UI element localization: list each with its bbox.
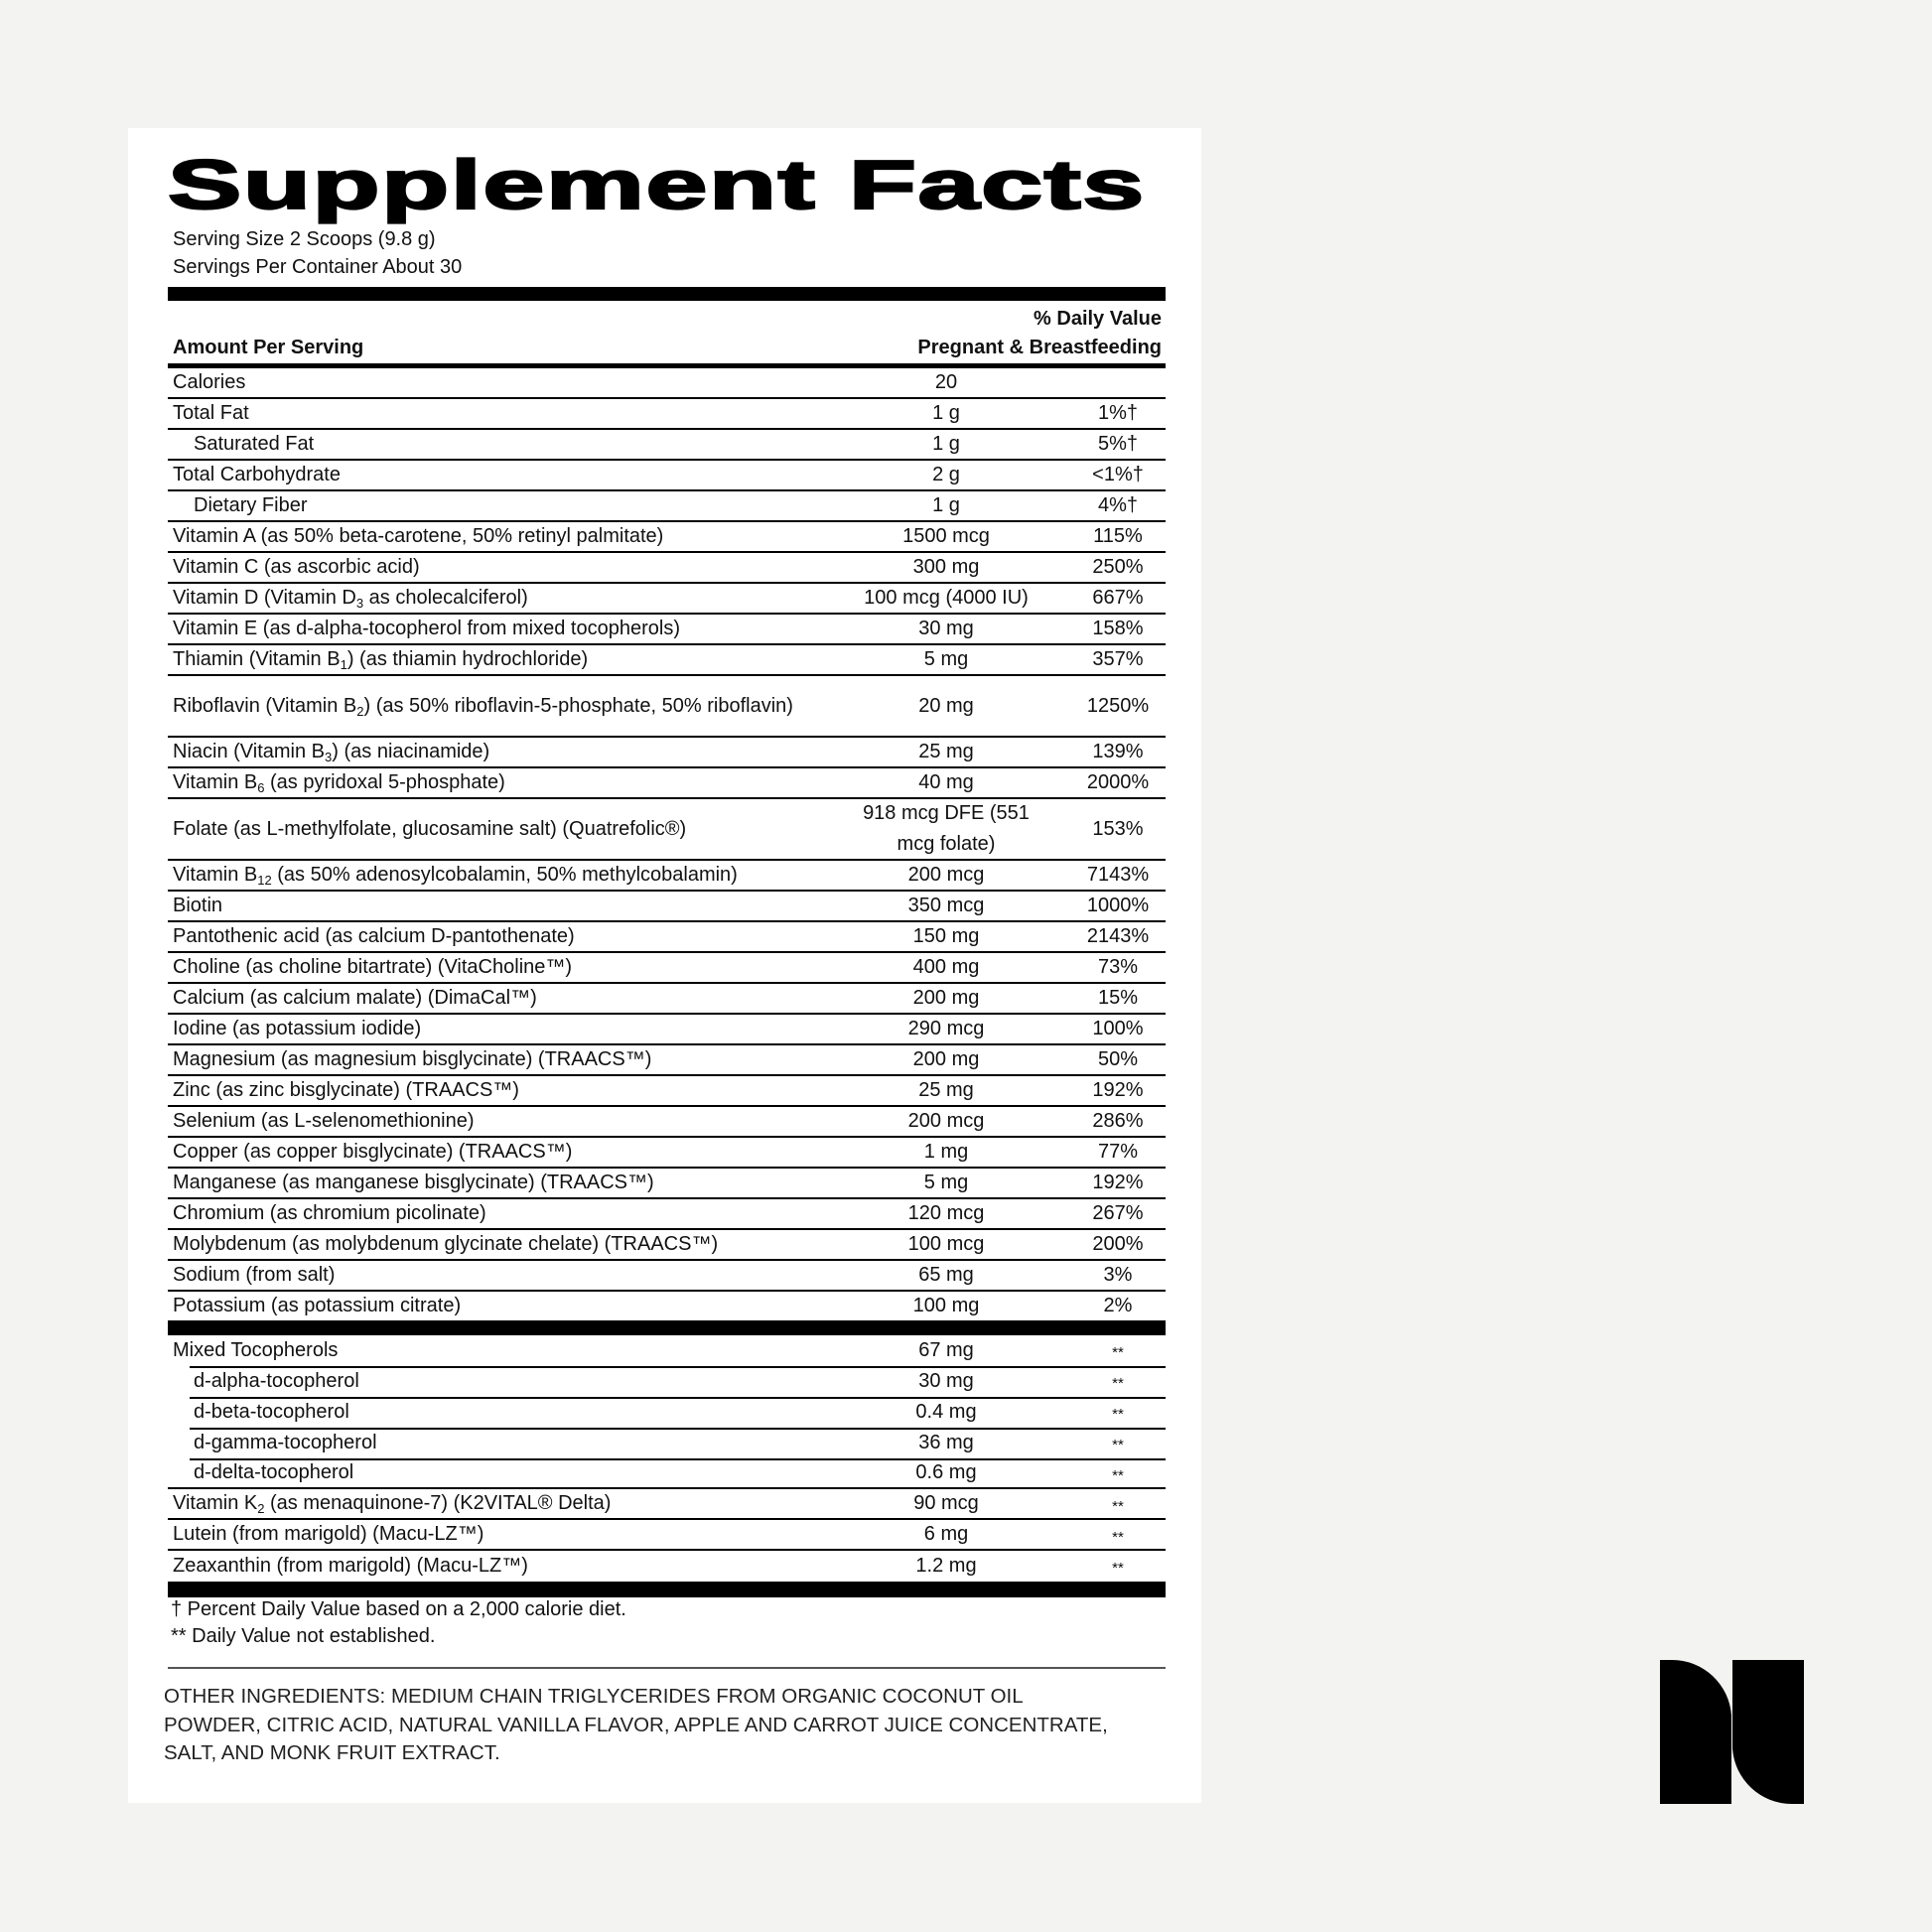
thick-divider [168, 1320, 1166, 1335]
nutrient-name [173, 984, 828, 1013]
nutrient-label: Selenium (as L-selenomethionine) [173, 1110, 475, 1132]
daily-value: 667% [1092, 587, 1144, 609]
table-row [168, 1366, 1166, 1397]
table-row [168, 1292, 1166, 1322]
amount: 200 mg [912, 987, 980, 1009]
table-row [168, 1199, 1166, 1230]
nutrient-name [173, 1076, 828, 1105]
daily-value: ** [1112, 1498, 1124, 1515]
daily-value: 200% [1092, 1233, 1144, 1255]
nutrient-name [173, 1520, 828, 1549]
daily-value: ** [1112, 1560, 1124, 1577]
page-title: Supplement Facts [168, 146, 1146, 223]
nutrient-name [173, 461, 828, 489]
nutrient-name [194, 1428, 849, 1458]
daily-value: 15% [1097, 987, 1139, 1009]
daily-value: ** [1112, 1375, 1124, 1392]
nutrient-label: Niacin (Vitamin B [173, 741, 326, 762]
table-row [168, 1458, 1166, 1489]
nutrient-name [173, 1230, 828, 1259]
table-row [168, 1230, 1166, 1261]
daily-value: 250% [1092, 556, 1144, 578]
table-row [168, 768, 1166, 799]
table-row [168, 1489, 1166, 1520]
amount: 30 mg [918, 1370, 974, 1392]
daily-value: 115% [1093, 525, 1143, 547]
nutrient-label: Riboflavin (Vitamin B [173, 694, 357, 717]
subscript: 3 [325, 750, 333, 764]
amount: 1 g [932, 433, 960, 455]
nutrient-label: Vitamin C (as ascorbic acid) [173, 556, 420, 578]
nutrient-label: d-gamma-tocopherol [194, 1432, 377, 1453]
nutrient-name [173, 1335, 828, 1366]
amount: 100 mcg [907, 1233, 985, 1255]
nutrient-label: Vitamin E (as d-alpha-tocopherol from mixed tocopherols) [173, 618, 680, 639]
nutrient-name [173, 1199, 828, 1228]
amount: 5 mg [923, 1172, 969, 1193]
nutrient-label: Mixed Tocopherols [173, 1339, 339, 1361]
nutrient-name [173, 368, 828, 397]
other-ingredients-table [168, 1335, 1166, 1582]
daily-value: 267% [1092, 1202, 1144, 1224]
table-row [168, 892, 1166, 922]
daily-value: 1000% [1086, 895, 1150, 916]
daily-value: 5%† [1097, 433, 1139, 455]
daily-value: 192% [1092, 1079, 1144, 1101]
daily-value: 3% [1103, 1264, 1133, 1286]
serving-size: Serving Size 2 Scoops (9.8 g) [173, 228, 436, 250]
nutrient-name [173, 615, 828, 643]
nutrient-name [173, 861, 828, 890]
nutrient-label-rest: (as menaquinone-7) (K2VITAL® Delta) [264, 1492, 612, 1514]
nutrient-name [194, 491, 849, 520]
nutrient-label: Manganese (as manganese bisglycinate) (TRAACS™) [173, 1172, 654, 1193]
table-row [168, 522, 1166, 553]
brand-n-logo-icon [1660, 1660, 1804, 1804]
nutrient-label-rest: ) (as niacinamide) [332, 741, 490, 762]
nutrient-name [173, 1015, 828, 1043]
table-row [168, 491, 1166, 522]
nutrient-label: Copper (as copper bisglycinate) (TRAACS™) [173, 1141, 573, 1163]
servings-per-container: Servings Per Container About 30 [173, 256, 463, 278]
daily-value: 1250% [1086, 694, 1150, 717]
nutrient-label: Vitamin A (as 50% beta-carotene, 50% retinyl palmitate) [173, 525, 664, 547]
amount: 0.6 mg [915, 1461, 977, 1483]
amount: 6 mg [923, 1523, 969, 1545]
table-row [168, 1138, 1166, 1169]
subscript: 12 [257, 873, 272, 888]
nutrient-label: Vitamin K [173, 1492, 258, 1514]
nutrient-name [173, 1292, 828, 1320]
amount: 36 mg [918, 1432, 974, 1453]
subscript: 2 [257, 1501, 265, 1516]
amount: 67 mg [918, 1339, 974, 1361]
nutrient-label: Zinc (as zinc bisglycinate) (TRAACS™) [173, 1079, 519, 1101]
table-row [168, 615, 1166, 645]
amount: 25 mg [918, 1079, 974, 1101]
daily-value: ** [1112, 1437, 1124, 1453]
table-row [168, 645, 1166, 676]
daily-value: 7143% [1086, 864, 1150, 886]
nutrient-name [173, 738, 828, 766]
table-row [168, 953, 1166, 984]
nutrient-label: Lutein (from marigold) (Macu-LZ™) [173, 1523, 484, 1545]
nutrient-name [173, 553, 828, 582]
nutrient-label-rest: (as 50% adenosylcobalamin, 50% methylcobalamin) [271, 864, 738, 886]
daily-value: 153% [1092, 817, 1144, 840]
nutrient-name [173, 922, 828, 951]
table-row [168, 1076, 1166, 1107]
nutrient-label: d-delta-tocopherol [194, 1461, 354, 1483]
nutrient-name [194, 1366, 849, 1397]
table-row [168, 553, 1166, 584]
amount: 25 mg [918, 741, 974, 762]
nutrient-label: Total Carbohydrate [173, 464, 341, 485]
table-row [168, 984, 1166, 1015]
amount: 1 g [932, 494, 960, 516]
amount: 918 mcg DFE (551 mcg folate) [863, 802, 1030, 855]
nutrient-label: Magnesium (as magnesium bisglycinate) (TRAACS™) [173, 1048, 652, 1070]
table-row [168, 1261, 1166, 1292]
amount: 290 mcg [907, 1018, 985, 1039]
other-ingredients-text: MEDIUM CHAIN TRIGLYCERIDES FROM ORGANIC COCONUT OIL POWDER, CITRIC ACID, NATURAL VANILLA FLAVOR, APPLE AND CARROT JUICE CONCENTRATE, SALT, AND MONK FRUIT EXTRACT. [164, 1685, 1108, 1764]
nutrient-name [173, 1261, 828, 1290]
daily-value: ** [1112, 1406, 1124, 1423]
table-row [168, 676, 1166, 738]
table-row [168, 861, 1166, 892]
daily-value: 4%† [1097, 494, 1139, 516]
daily-value-header: % Daily Value [1034, 308, 1162, 330]
nutrient-label: Molybdenum (as molybdenum glycinate chelate) (TRAACS™) [173, 1233, 719, 1255]
table-row [168, 584, 1166, 615]
thick-divider [168, 1582, 1166, 1597]
nutrient-label-rest: as cholecalciferol) [363, 587, 528, 609]
subscript: 1 [340, 657, 347, 672]
amount: 20 [934, 371, 958, 393]
daily-value: 139% [1092, 741, 1144, 762]
amount: 20 mg [918, 694, 974, 717]
nutrient-label: Pantothenic acid (as calcium D-pantothenate) [173, 925, 575, 947]
nutrient-name [173, 676, 798, 736]
table-row [168, 1397, 1166, 1428]
daily-value [1048, 368, 1187, 397]
nutrient-label: Sodium (from salt) [173, 1264, 336, 1286]
nutrient-name [173, 1169, 828, 1197]
nutrient-label: Dietary Fiber [194, 494, 308, 516]
nutrient-name [173, 522, 828, 551]
nutrient-name [173, 1489, 828, 1518]
amount: 30 mg [918, 618, 974, 639]
nutrient-label: Saturated Fat [194, 433, 315, 455]
daily-value: ** [1112, 1529, 1124, 1546]
nutrient-name [194, 1397, 849, 1428]
nutrient-name [173, 399, 828, 428]
amount: 200 mcg [907, 864, 985, 886]
nutrient-label: Biotin [173, 895, 223, 916]
table-row [168, 1169, 1166, 1199]
footnote-not-established: ** Daily Value not established. [171, 1625, 436, 1647]
table-row [168, 368, 1166, 399]
nutrient-label: Zeaxanthin (from marigold) (Macu-LZ™) [173, 1555, 528, 1577]
nutrient-label: Vitamin D (Vitamin D [173, 587, 356, 609]
table-row [168, 1015, 1166, 1045]
daily-value: ** [1112, 1344, 1124, 1361]
amount: 300 mg [912, 556, 980, 578]
amount: 150 mg [912, 925, 980, 947]
nutrient-name [173, 1551, 828, 1582]
daily-value: <1%† [1092, 464, 1144, 485]
population-header: Pregnant & Breastfeeding [917, 337, 1162, 358]
daily-value: 73% [1097, 956, 1139, 978]
amount: 2 g [932, 464, 960, 485]
nutrient-label: Total Fat [173, 402, 249, 424]
table-row [168, 922, 1166, 953]
daily-value: 1%† [1097, 402, 1139, 424]
daily-value: ** [1112, 1467, 1124, 1484]
table-row [168, 1045, 1166, 1076]
daily-value: 100% [1092, 1018, 1144, 1039]
nutrient-label: Calcium (as calcium malate) (DimaCal™) [173, 987, 537, 1009]
amount: 120 mcg [907, 1202, 985, 1224]
nutrient-name [173, 953, 828, 982]
table-row [168, 1107, 1166, 1138]
amount: 1.2 mg [915, 1555, 977, 1577]
nutrient-name [194, 430, 849, 459]
amount: 1 g [932, 402, 960, 424]
other-ingredients [164, 1683, 1117, 1768]
amount: 100 mg [912, 1295, 980, 1316]
amount: 200 mcg [907, 1110, 985, 1132]
table-row [168, 1428, 1166, 1458]
daily-value: 158% [1092, 618, 1144, 639]
amount: 90 mcg [913, 1492, 979, 1514]
table-row [168, 430, 1166, 461]
subscript: 3 [355, 596, 364, 611]
table-row [168, 1335, 1166, 1366]
daily-value: 77% [1097, 1141, 1139, 1163]
nutrient-name [194, 1458, 849, 1487]
table-row [168, 738, 1166, 768]
amount: 200 mg [912, 1048, 980, 1070]
nutrient-label: Vitamin B [173, 864, 258, 886]
nutrient-label: d-beta-tocopherol [194, 1401, 349, 1423]
amount: 40 mg [918, 771, 974, 793]
nutrient-name [173, 1138, 828, 1167]
nutrient-name [173, 799, 798, 859]
table-row [168, 1551, 1166, 1582]
daily-value: 2% [1103, 1295, 1133, 1316]
daily-value: 192% [1092, 1172, 1144, 1193]
table-row [168, 799, 1166, 861]
nutrient-label: Iodine (as potassium iodide) [173, 1018, 422, 1039]
daily-value: 2000% [1086, 771, 1150, 793]
nutrient-label-rest: (as pyridoxal 5-phosphate) [264, 771, 505, 793]
nutrient-name [173, 1107, 828, 1136]
amount: 400 mg [912, 956, 980, 978]
other-ingredients-label: OTHER INGREDIENTS: [164, 1685, 386, 1708]
nutrient-name [173, 892, 828, 920]
nutrient-label-rest: ) (as thiamin hydrochloride) [346, 648, 589, 670]
nutrient-label: Choline (as choline bitartrate) (VitaCholine™) [173, 956, 573, 978]
table-row [168, 399, 1166, 430]
nutrient-label: Potassium (as potassium citrate) [173, 1295, 462, 1316]
subscript: 2 [356, 703, 364, 719]
nutrient-label: Chromium (as chromium picolinate) [173, 1202, 486, 1224]
nutrient-label-rest: ) (as 50% riboflavin-5-phosphate, 50% riboflavin) [363, 694, 793, 717]
table-row [168, 1520, 1166, 1551]
amount: 1500 mcg [902, 525, 990, 547]
nutrient-label: Folate (as L-methylfolate, glucosamine salt) (Quatrefolic®) [173, 817, 687, 840]
amount: 65 mg [918, 1264, 974, 1286]
table-row [168, 461, 1166, 491]
amount: 350 mcg [907, 895, 985, 916]
nutrient-name [173, 1045, 828, 1074]
subscript: 6 [257, 780, 265, 795]
divider-line [168, 1667, 1166, 1669]
nutrient-name [173, 645, 828, 674]
amount: 1 mg [923, 1141, 969, 1163]
nutrient-label: Thiamin (Vitamin B [173, 648, 341, 670]
nutrient-label: Vitamin B [173, 771, 258, 793]
daily-value: 286% [1092, 1110, 1144, 1132]
amount-per-serving-header: Amount Per Serving [173, 337, 364, 358]
footnote-daily-value: † Percent Daily Value based on a 2,000 calorie diet. [171, 1598, 626, 1620]
amount: 0.4 mg [915, 1401, 977, 1423]
nutrient-name [173, 584, 828, 613]
daily-value: 2143% [1086, 925, 1150, 947]
amount: 5 mg [923, 648, 969, 670]
nutrient-label: Calories [173, 371, 246, 393]
thick-divider [168, 287, 1166, 301]
daily-value: 357% [1092, 648, 1144, 670]
daily-value: 50% [1097, 1048, 1139, 1070]
amount: 100 mcg (4000 IU) [864, 587, 1029, 609]
nutrient-name [173, 768, 828, 797]
nutrient-table [168, 368, 1166, 1322]
nutrient-label: d-alpha-tocopherol [194, 1370, 359, 1392]
